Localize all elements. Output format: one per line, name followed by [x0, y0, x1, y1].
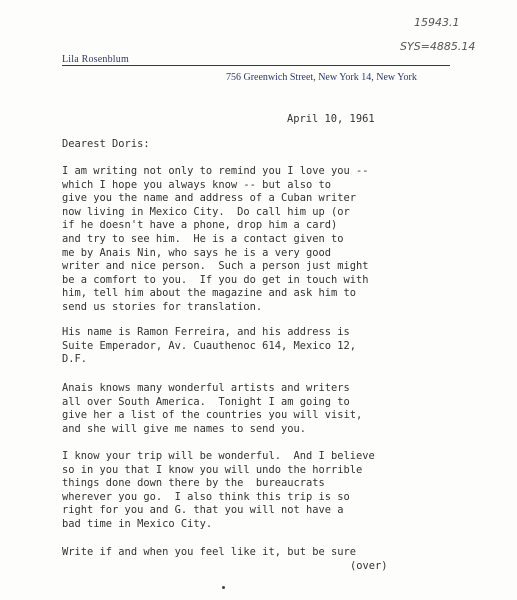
letter-paragraph-4: I know your trip will be wonderful. And I believe so in you that I know you will undo the horrible things done down there by the bureaucrats wherever you go. I also think this trip is so right for you and G. that you will not have a bad time in Mexico City. [62, 450, 375, 530]
letter-date: April 10, 1961 [287, 113, 375, 125]
letter-paragraph-2: His name is Ramon Ferreira, and his address is Suite Emperador, Av. Cuauthenoc 614, Mexico 12, D.F. [62, 326, 357, 366]
catalog-number: SYS=4885.14 [400, 40, 476, 53]
continuation-note: (over) [350, 560, 388, 572]
letter-paragraph-3: Anais knows many wonderful artists and writers all over South America. Tonight I am going to give her a list of the countries you will visit, and she will give me names to send you. [62, 382, 363, 435]
page-mark [222, 586, 225, 589]
letterhead-address: 756 Greenwich Street, New York 14, New York [226, 72, 417, 83]
letter-paragraph-1: I am writing not only to remind you I love you -- which I hope you always know -- but also to give you the name and address of a Cuban writer now living in Mexico City. Do call him up (or if he doesn't have a phone, drop him a card) and try to see him. He is a contact given to me by Anais Nin, who says he is a very good writer and nice person. Such a person just might be a comfort to you. If you do get in touch with him, tell him about the magazine and ask him to send us stories for translation. [62, 165, 369, 313]
accession-number: 15943.1 [414, 16, 460, 29]
letterhead-rule [62, 65, 450, 66]
letter-salutation: Dearest Doris: [62, 138, 150, 150]
letter-paragraph-5: Write if and when you feel like it, but be sure [62, 546, 357, 558]
letterhead-name: Lila Rosenblum [62, 54, 129, 65]
